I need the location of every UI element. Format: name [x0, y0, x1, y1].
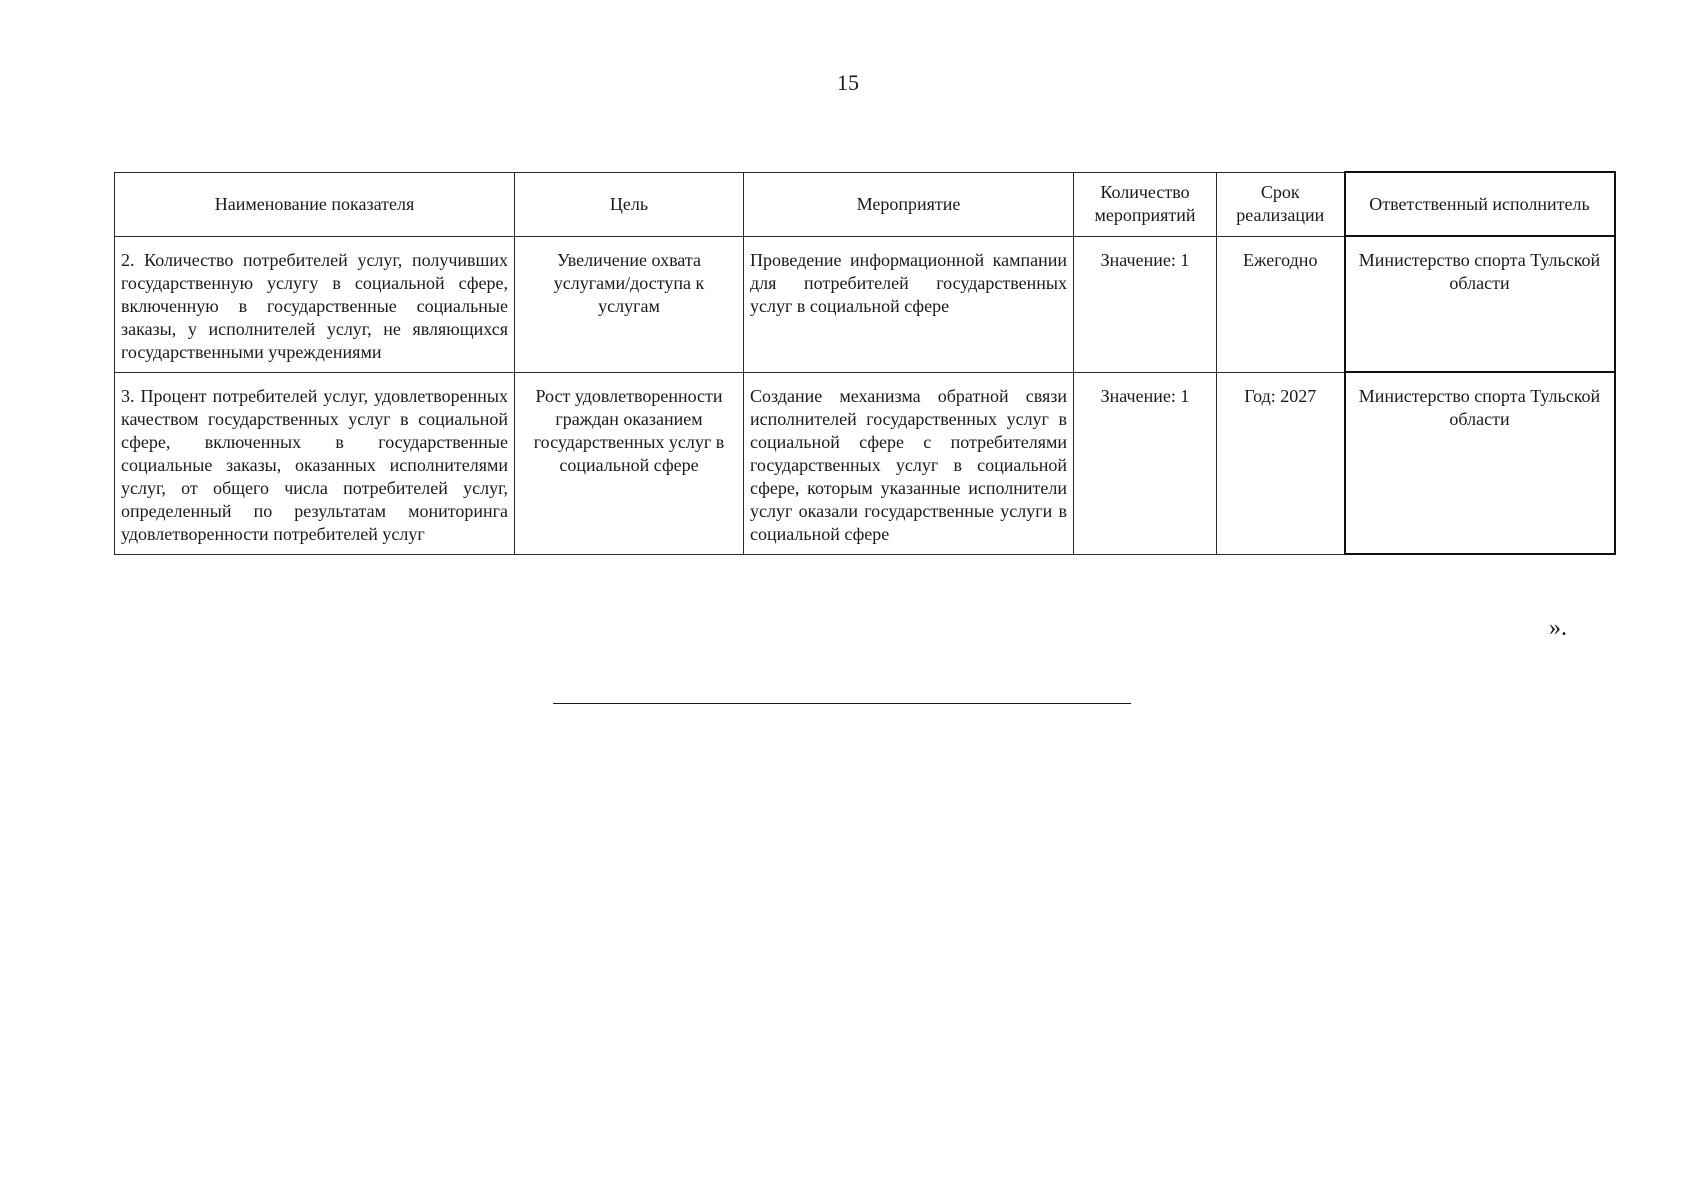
cell-executor: Министерство спорта Тульской области: [1345, 372, 1615, 554]
cell-indicator: 3. Процент потребителей услуг, удовлетворенных качеством государственных услуг в социальной сфере, включенных в государственные социальные заказы, оказанных исполнителями услуг, от общего числа потребителей услуг, определенный по результатам мониторинга удовлетворенности потребителей услуг: [115, 372, 515, 554]
cell-measure: Проведение информационной кампании для потребителей государственных услуг в социальной сфере: [744, 236, 1074, 372]
header-executor: Ответственный исполнитель: [1345, 172, 1615, 236]
header-measure: Мероприятие: [744, 172, 1074, 236]
header-indicator: Наименование показателя: [115, 172, 515, 236]
cell-term: Год: 2027: [1217, 372, 1345, 554]
header-goal: Цель: [515, 172, 744, 236]
page-number: 15: [837, 70, 859, 95]
closing-quote-mark: ».: [1549, 615, 1567, 641]
indicators-table: [114, 171, 1616, 555]
header-term: Срок реализации: [1217, 172, 1345, 236]
table-row: [115, 372, 1615, 554]
cell-term: Ежегодно: [1217, 236, 1345, 372]
cell-executor: Министерство спорта Тульской области: [1345, 236, 1615, 372]
cell-goal: Рост удовлетворенности граждан оказанием государственных услуг в социальной сфере: [515, 372, 744, 554]
header-count: Количество мероприятий: [1074, 172, 1217, 236]
table-row: [115, 236, 1615, 372]
end-of-document-rule: [553, 703, 1131, 704]
cell-indicator: 2. Количество потребителей услуг, получивших государственную услугу в социальной сфере, включенную в государственные социальные заказы, у исполнителей услуг, не являющихся государственными учреждениями: [115, 236, 515, 372]
cell-count: Значение: 1: [1074, 236, 1217, 372]
table-header-row: [115, 172, 1615, 236]
cell-goal: Увеличение охвата услугами/доступа к услугам: [515, 236, 744, 372]
cell-measure: Создание механизма обратной связи исполнителей государственных услуг в социальной сфере с потребителями государственных услуг в социальной сфере, которым указанные исполнители услуг оказали государственные услуги в социальной сфере: [744, 372, 1074, 554]
cell-count: Значение: 1: [1074, 372, 1217, 554]
